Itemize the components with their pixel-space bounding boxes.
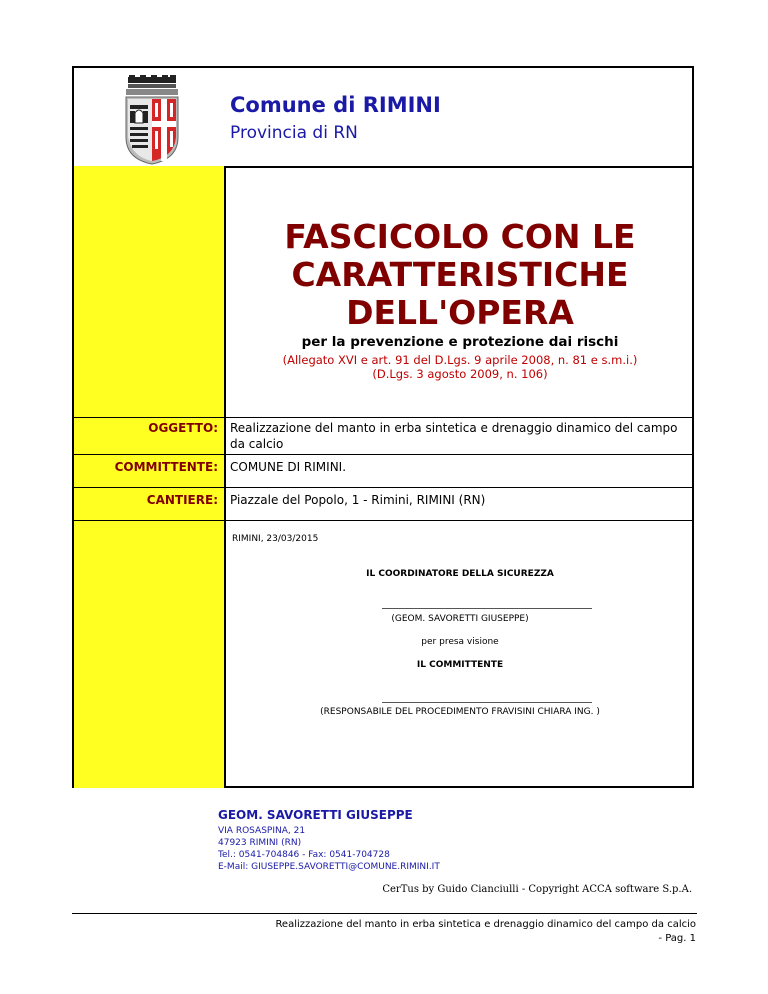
page-number: - Pag. 1	[658, 933, 696, 944]
legal-reference-2: (D.Lgs. 3 agosto 2009, n. 106)	[372, 367, 548, 381]
footer-phone: Tel.: 0541-704846 - Fax: 0541-704728	[218, 850, 390, 860]
presa-visione: per presa visione	[421, 637, 499, 647]
coordinatore-title: IL COORDINATORE DELLA SICUREZZA	[366, 569, 554, 579]
footer-city: 47923 RIMINI (RN)	[218, 838, 302, 848]
cover-frame	[72, 66, 694, 788]
divider-bottom	[74, 520, 694, 521]
provincia-name: Provincia di RN	[230, 123, 358, 143]
committente-name: (RESPONSABILE DEL PROCEDIMENTO FRAVISINI CHIARA ING. )	[320, 707, 600, 717]
cantiere-value: Piazzale del Popolo, 1 - Rimini, RIMINI (RN)	[230, 493, 486, 507]
certus-copyright: CerTus by Guido Cianciulli - Copyright ACCA software S.p.A.	[382, 884, 692, 895]
title-line-3: DELL'OPERA	[346, 293, 574, 332]
rimini-coat-of-arms-icon	[120, 75, 184, 165]
footer-name: GEOM. SAVORETTI GIUSEPPE	[218, 808, 413, 822]
divider-cantiere	[74, 487, 694, 488]
committente-label: COMMITTENTE:	[114, 460, 218, 474]
divider-committente	[74, 454, 694, 455]
legal-reference-1: (Allegato XVI e art. 91 del D.Lgs. 9 aprile 2008, n. 81 e s.m.i.)	[282, 353, 638, 367]
yellow-sidebar	[74, 166, 226, 788]
committente-signature-line	[382, 702, 592, 703]
committente-value: COMUNE DI RIMINI.	[230, 460, 347, 474]
header	[74, 68, 692, 168]
document-title	[226, 218, 694, 332]
comune-name: Comune di RIMINI	[230, 93, 441, 117]
divider-oggetto	[74, 417, 694, 418]
coordinatore-signature-line	[382, 608, 592, 609]
page-footer-title: Realizzazione del manto in erba sintetica e drenaggio dinamico del campo da calcio	[275, 919, 696, 930]
page-footer	[275, 918, 696, 946]
title-line-1: FASCICOLO CON LE	[284, 217, 636, 256]
title-line-2: CARATTERISTICHE	[291, 255, 629, 294]
document-date: RIMINI, 23/03/2015	[232, 534, 319, 544]
oggetto-label: OGGETTO:	[148, 421, 218, 435]
coordinatore-name: (GEOM. SAVORETTI GIUSEPPE)	[391, 614, 529, 624]
cantiere-label: CANTIERE:	[146, 493, 218, 507]
footer-email: E-Mail: GIUSEPPE.SAVORETTI@COMUNE.RIMINI.IT	[218, 862, 440, 872]
footer-address: VIA ROSASPINA, 21	[218, 826, 306, 836]
oggetto-value: Realizzazione del manto in erba sintetica e drenaggio dinamico del campo da calcio	[230, 421, 678, 451]
committente-title: IL COMMITTENTE	[416, 660, 504, 670]
footer-rule	[72, 913, 697, 914]
document-subtitle: per la prevenzione e protezione dai rischi	[301, 334, 619, 350]
